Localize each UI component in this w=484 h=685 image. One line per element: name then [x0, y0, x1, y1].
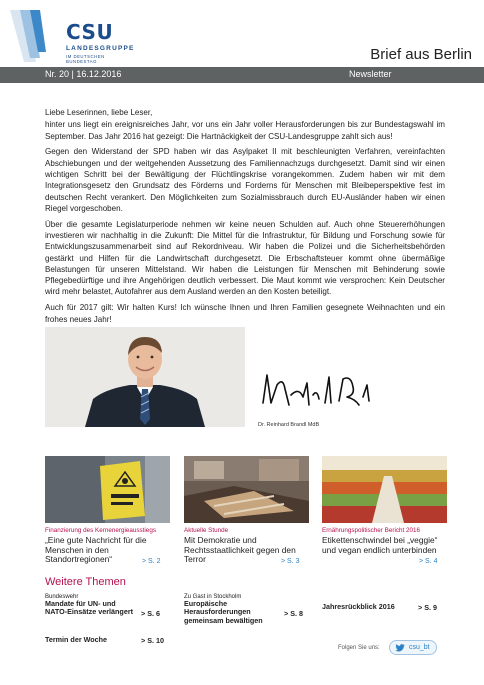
topic-title[interactable]: Jahresrückblick 2016: [322, 602, 395, 611]
follow-label: Folgen Sie uns:: [338, 645, 380, 651]
editorial-letter: [45, 107, 445, 329]
page-link[interactable]: > S. 10: [141, 636, 164, 645]
article-headline[interactable]: Mit Demokratie und Rechtsstaatlichkeit gegen den Terror: [184, 535, 296, 565]
topic-label: Zu Gast in Stockholm: [184, 594, 242, 600]
logo-wordmark: CSU: [66, 20, 114, 44]
article-category: Aktuelle Stunde: [184, 527, 229, 534]
issue-bar: [0, 67, 484, 83]
feature-article[interactable]: [184, 456, 309, 565]
topic-item[interactable]: [184, 594, 309, 625]
author-portrait: [45, 327, 245, 427]
more-topics-heading: Weitere Themen: [45, 576, 126, 588]
letter-paragraph: hinter uns liegt ein ereignisreiches Jahr, vor uns ein Jahr voller Herausforderungen bis zur Bundestagswahl im September. Das Jahr 2016 hat gezeigt: Die Hartnäckigkeit der CSU-Landesgruppe zahlt sich aus!: [45, 120, 445, 141]
logo-subtitle-small: IM DEUTSCHEN BUNDESTAG: [66, 54, 105, 64]
page-link[interactable]: > S. 9: [418, 603, 437, 612]
article-category: Ernährungspolitischer Bericht 2016: [322, 527, 421, 534]
issue-number-date: Nr. 20 | 16.12.2016: [45, 69, 122, 79]
page-link[interactable]: > S. 8: [284, 609, 303, 618]
page-link[interactable]: > S. 3: [281, 558, 300, 565]
topic-title[interactable]: Europäische Herausforderungen gemeinsam bewältigen: [184, 599, 263, 625]
topic-item[interactable]: [322, 603, 447, 611]
topic-label: Bundeswehr: [45, 594, 79, 600]
page-link[interactable]: > S. 6: [141, 609, 160, 618]
signature-caption: Dr. Reinhard Brandl MdB: [258, 422, 320, 428]
letter-greeting: Liebe Leserinnen, liebe Leser,: [45, 108, 153, 117]
topic-title[interactable]: Termin der Woche: [45, 635, 108, 644]
twitter-bird-icon: [395, 644, 405, 652]
article-category: Finanzierung des Kernenergieausstiegs: [45, 527, 156, 534]
topic-item[interactable]: [45, 594, 170, 617]
topic-item[interactable]: [45, 636, 170, 644]
article-thumbnail: [45, 456, 170, 523]
letter-paragraph: Auch für 2017 gilt: Wir halten Kurs! Ich wünsche Ihnen und Ihren Familien gesegnete Weihnachten und ein frohes neues Jahr!: [45, 303, 445, 324]
topic-title[interactable]: Mandate für UN- und NATO-Einsätze verlängert: [45, 599, 134, 617]
logo-subtitle: LANDESGRUPPE: [66, 45, 135, 52]
newsletter-title: Brief aus Berlin: [370, 46, 472, 63]
letter-paragraph: Über die gesamte Legislaturperiode nehmen wir keine neuen Schulden auf. Auch ohne Steuererhöhungen investieren wir nachhaltig in die Zukunft: Die Mittel für die Infrastruktur, für Bildung und Forschung sowie für Entwicklungszusammenarbeit sind auf Rekordniveau. Wir haben die Polizei und die Sicherheitsbehörden gestärkt und Hilfen für die Landwirtschaft durchgesetzt. Die Erbschaftsteuer kommt ohne übermäßige Belastungen für unseren Mittelstand. Wir haben die Leistungen für Menschen mit Behinderung sowie Pflegebedürftige und ihre Angehörigen deutlich verbessert. Die Maut kommt wie versprochen: Kein Deutscher wird mehr belastet, Autofahrer aus dem Ausland werden an den Kosten beteiligt.: [45, 219, 445, 297]
csu-logo: [10, 8, 135, 66]
article-thumbnail: [184, 456, 309, 523]
letter-paragraph: Gegen den Widerstand der SPD haben wir das Asylpaket II mit beschleunigten Verfahren, vereinfachten Abschiebungen und der weitgehenden Aussetzung des Familiennachzugs durchgesetzt. Damit sind wir einen wichtigen Schritt bei der Bewältigung der Flüchtlingskrise vorangekommen. Zudem haben wir mit dem Integrationsgesetz den Grundsatz des Förderns und Forderns für Menschen mit Bleibeperspektive fest im deutschen Recht verankert. Den Möglichkeiten zum Sozialmissbrauch durch EU-Ausländer haben wir einen Riegel vorgeschoben.: [45, 147, 445, 213]
signature: [255, 365, 385, 415]
page-link[interactable]: > S. 2: [142, 558, 161, 565]
feature-article[interactable]: [322, 456, 447, 565]
twitter-handle: csu_bt: [409, 644, 430, 651]
article-headline[interactable]: Etikettenschwindel bei „veggie“ und vegan endlich unterbinden: [322, 535, 438, 555]
publication-type: Newsletter: [349, 69, 392, 79]
article-thumbnail: [322, 456, 447, 523]
feature-article[interactable]: [45, 456, 170, 565]
page-link[interactable]: > S. 4: [419, 558, 438, 565]
twitter-follow-button[interactable]: [389, 640, 437, 655]
logo-stripes-icon: [10, 8, 66, 66]
article-headline[interactable]: „Eine gute Nachricht für die Menschen in den Standortregionen“: [45, 535, 147, 565]
